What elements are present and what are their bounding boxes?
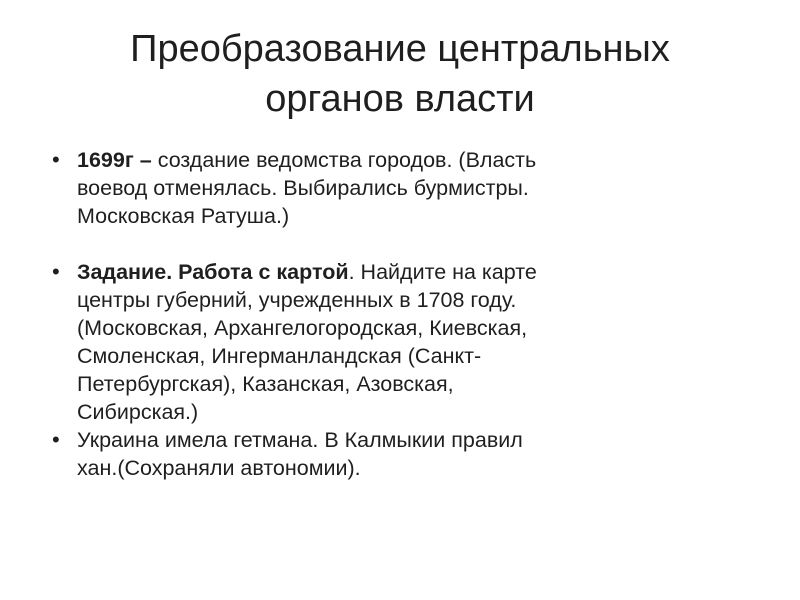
bullet-3-line-2: хан.(Сохраняли автономии). [77, 456, 361, 480]
slide-title [40, 24, 760, 124]
bullet-2-line-3: (Московская, Архангелогородская, Киевская, [77, 316, 528, 340]
bullet-1-line-2: воевод отменялась. Выбирались бурмистры. [77, 176, 529, 200]
bullet-dot-icon: • [52, 259, 60, 284]
bullet-1-line-3: Московская Ратуша.) [77, 204, 290, 228]
bullet-1-line-1 [77, 146, 748, 174]
title-line-2: органов власти [265, 78, 535, 120]
bullet-1-text: создание ведомства городов. (Власть [157, 148, 537, 172]
title-line-1: Преобразование центральных [130, 28, 670, 70]
bullet-item-1699 [48, 146, 748, 230]
bullet-2-line-1 [77, 258, 748, 286]
bullet-item-task [48, 258, 748, 426]
bullet-1-bold: 1699г – [77, 148, 158, 172]
bullet-item-ukraine [48, 426, 748, 482]
bullet-dot-icon: • [52, 427, 60, 452]
bullet-2-text: . Найдите на карте [348, 260, 537, 284]
bullet-list [48, 146, 748, 482]
bullet-2-line-5: Петербургская), Казанская, Азовская, [77, 372, 454, 396]
bullet-2-line-6: Сибирская.) [77, 400, 199, 424]
bullet-2-line-2: центры губерний, учрежденных в 1708 году. [77, 288, 517, 312]
bullet-2-bold: Задание. Работа с картой [77, 260, 349, 284]
bullet-dot-icon: • [52, 147, 60, 172]
bullet-2-line-4: Смоленская, Ингерманландская (Санкт- [77, 344, 482, 368]
bullet-3-line-1: Украина имела гетмана. В Калмыкии правил [77, 428, 523, 452]
